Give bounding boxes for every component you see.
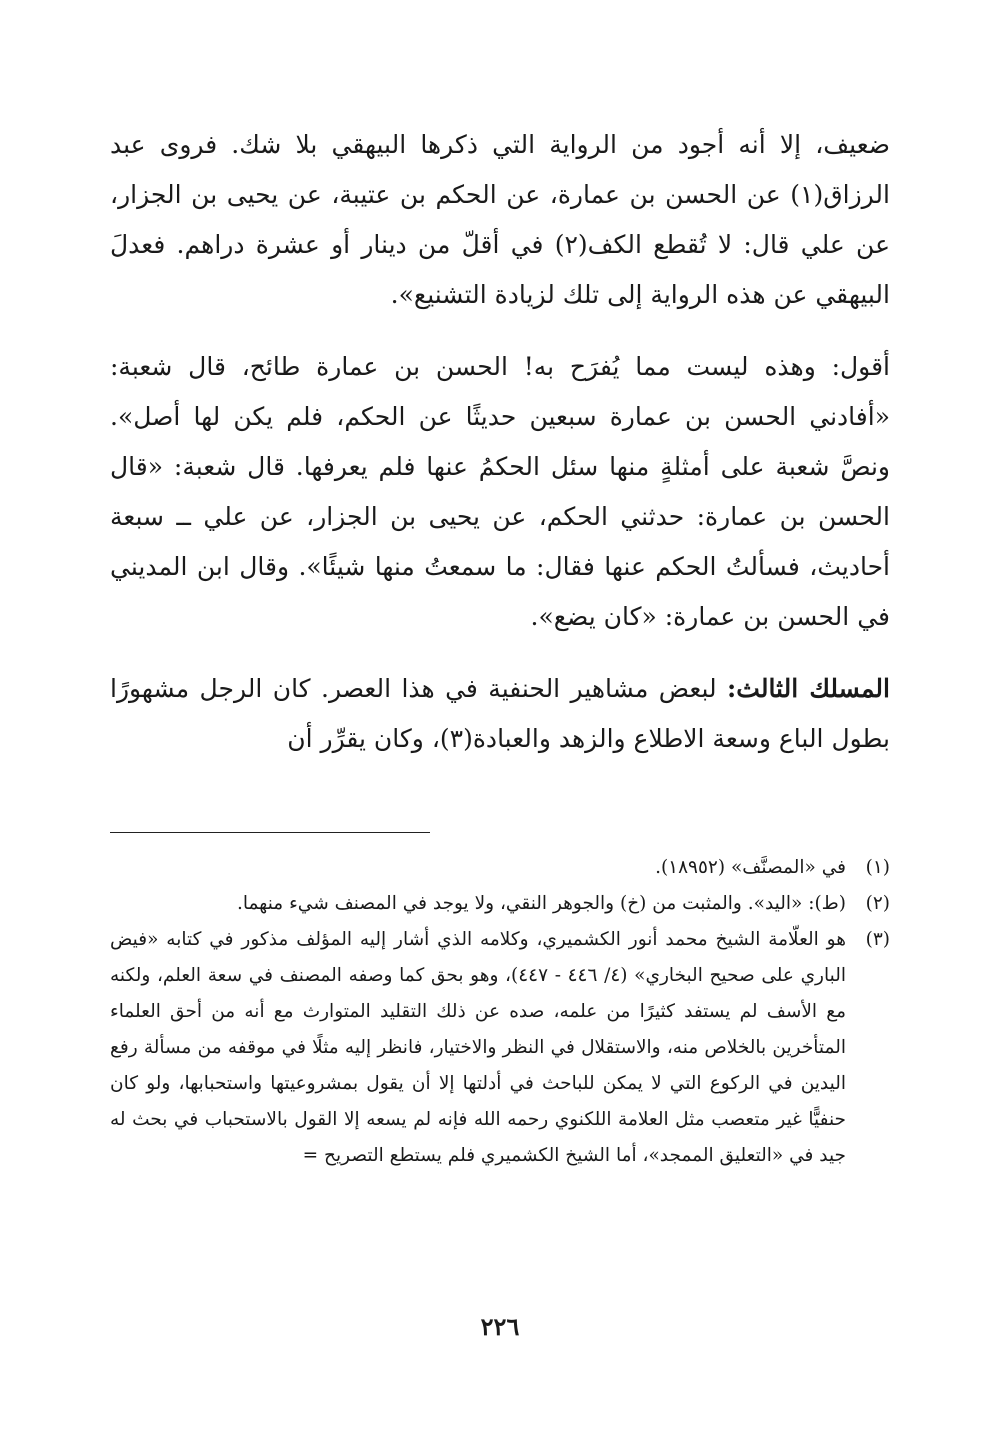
- page-number: ٢٢٦: [480, 1312, 520, 1341]
- footnote-text: هو العلّامة الشيخ محمد أنور الكشميري، وكلامه الذي أشار إليه المؤلف مذكور في كتابه «فيض الباري على صحيح البخاري» (٤/ ٤٤٦ - ٤٤٧)، وهو بحق كما وصفه المصنف في سعة العلم، ولكنه مع الأسف لم يستفد كثيرًا من علمه، صده عن ذلك التقليد المتوارث مع أنه من أحق العلماء المتأخرين بالخلاص منه، والاستقلال في النظر والاختيار، فانظر إليه مثلًا في موقفه من مسألة رفع اليدين في الركوع التي لا يمكن للباحث في أدلتها إلا أن يقول بمشروعيتها واستحبابها، ولو كان حنفيًّا غير متعصب مثل العلامة اللكنوي رحمه الله فإنه لم يسعه إلا القول بالاستحباب في بحث له جيد في «التعليق الممجد»، أما الشيخ الكشميري فلم يستطع التصريح =: [110, 929, 846, 1166]
- footnote-1: [110, 850, 890, 886]
- section-heading: المسلك الثالث:: [727, 674, 890, 703]
- footnote-number: (٣): [865, 929, 890, 950]
- footnote-2: [110, 886, 890, 922]
- footnote-text: (ط): «اليد». والمثبت من (خ) والجوهر النقي، ولا يوجد في المصنف شيء منهما.: [236, 893, 846, 914]
- main-text: [110, 120, 890, 764]
- paragraph-1: ضعيف، إلا أنه أجود من الرواية التي ذكرها البيهقي بلا شك. فروى عبد الرزاق(١) عن الحسن بن عمارة، عن الحكم بن عتيبة، عن يحيى بن الجزار، عن علي قال: لا تُقطع الكف(٢) في أقلّ من دينار أو عشرة دراهم. فعدلَ البيهقي عن هذه الرواية إلى تلك لزيادة التشنيع».: [110, 130, 890, 309]
- paragraph-3-body: لبعض مشاهير الحنفية في هذا العصر. كان الرجل مشهورًا بطول الباع وسعة الاطلاع والزهد والعبادة(٣)، وكان يقرِّر أن: [110, 674, 890, 753]
- paragraph-3: [110, 664, 890, 764]
- footnote-separator: [110, 832, 430, 833]
- footnote-number: (٢): [865, 893, 890, 914]
- footnote-text: في «المصنَّف» (١٨٩٥٢).: [655, 857, 846, 878]
- footnote-3: [110, 922, 890, 1174]
- book-page: [110, 120, 890, 1350]
- footnotes: [110, 850, 890, 1174]
- footnote-number: (١): [865, 857, 890, 878]
- paragraph-2: أقول: وهذه ليست مما يُفرَح به! الحسن بن عمارة طائح، قال شعبة: «أفادني الحسن بن عمارة سبعين حديثًا عن الحكم، فلم يكن لها أصل». ونصَّ شعبة على أمثلةٍ منها سئل الحكمُ عنها فلم يعرفها. قال شعبة: «قال الحسن بن عمارة: حدثني الحكم، عن يحيى بن الجزار، عن علي ــ سبعة أحاديث، فسألتُ الحكم عنها فقال: ما سمعتُ منها شيئًا». وقال ابن المديني في الحسن بن عمارة: «كان يضع».: [110, 352, 890, 631]
